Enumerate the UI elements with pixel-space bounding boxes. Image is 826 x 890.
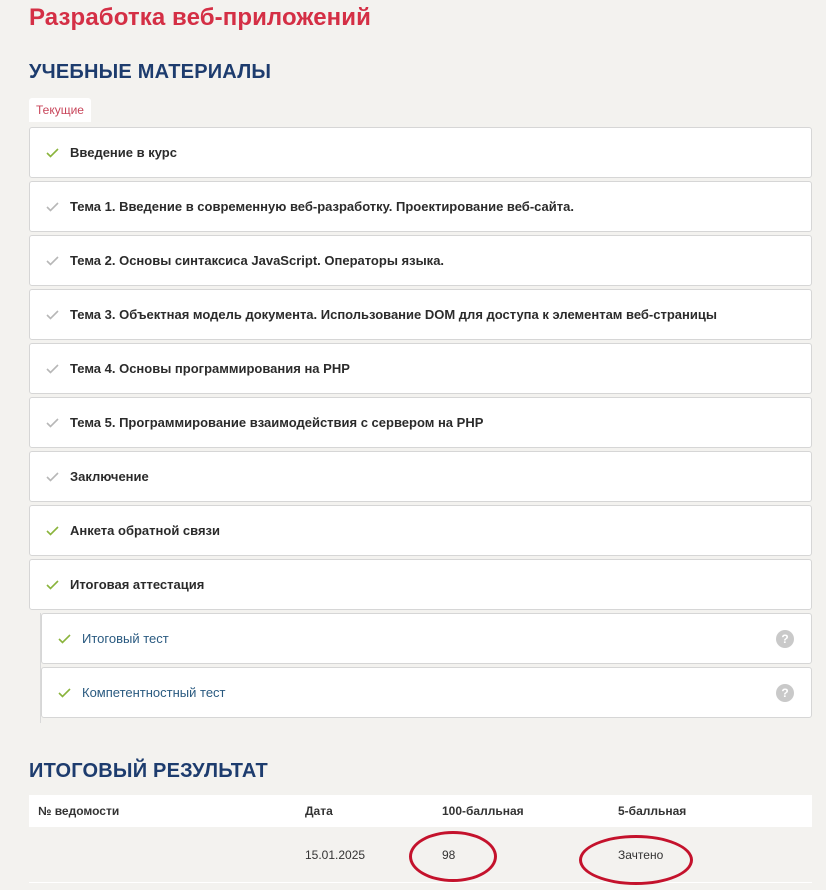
check-icon: [58, 634, 82, 644]
annotation-circle: [409, 831, 497, 882]
check-icon: [46, 472, 70, 482]
materials-list: [29, 127, 812, 723]
tab-current[interactable]: Текущие: [29, 98, 91, 122]
material-item-conclusion[interactable]: [29, 451, 812, 502]
material-item-label: Итоговая аттестация: [70, 577, 205, 592]
help-icon[interactable]: ?: [776, 630, 794, 648]
subitem-label: Компетентностный тест: [82, 685, 226, 700]
help-icon[interactable]: ?: [776, 684, 794, 702]
result-heading: ИТОГОВЫЙ РЕЗУЛЬТАТ: [29, 760, 268, 782]
material-item-topic-5[interactable]: [29, 397, 812, 448]
check-icon: [46, 310, 70, 320]
material-item-label: Тема 3. Объектная модель документа. Использование DOM для доступа к элементам веб-страницы: [70, 307, 717, 322]
cell-date: 15.01.2025: [305, 847, 366, 862]
material-item-label: Тема 5. Программирование взаимодействия с сервером на PHP: [70, 415, 484, 430]
check-icon: [46, 256, 70, 266]
material-item-label: Тема 1. Введение в современную веб-разработку. Проектирование веб-сайта.: [70, 199, 574, 214]
attestation-subitems: [40, 613, 812, 723]
material-item-topic-2[interactable]: [29, 235, 812, 286]
material-item-label: Введение в курс: [70, 145, 177, 160]
check-icon: [46, 418, 70, 428]
results-table: [29, 795, 812, 883]
material-item-topic-4[interactable]: [29, 343, 812, 394]
material-item-label: Анкета обратной связи: [70, 523, 221, 538]
subitem-competency-test[interactable]: [41, 667, 812, 718]
annotation-circle: [579, 835, 693, 885]
subitem-label: Итоговый тест: [82, 631, 169, 646]
check-icon: [46, 148, 70, 158]
material-item-feedback[interactable]: [29, 505, 812, 556]
check-icon: [46, 580, 70, 590]
course-title: Разработка веб-приложений: [29, 4, 371, 31]
column-header-score5: 5-балльная: [618, 804, 687, 818]
column-header-number: № ведомости: [38, 804, 120, 818]
material-item-label: Тема 4. Основы программирования на PHP: [70, 361, 350, 376]
check-icon: [58, 688, 82, 698]
cell-score5: Зачтено: [618, 847, 664, 862]
check-icon: [46, 526, 70, 536]
results-header: [29, 795, 812, 827]
column-header-score100: 100-балльная: [442, 804, 524, 818]
material-item-label: Тема 2. Основы синтаксиса JavaScript. Операторы языка.: [70, 253, 445, 268]
material-item-label: Заключение: [70, 469, 149, 484]
material-item-topic-1[interactable]: [29, 181, 812, 232]
cell-score100: 98: [442, 847, 456, 862]
column-header-date: Дата: [305, 804, 333, 818]
material-item-topic-3[interactable]: [29, 289, 812, 340]
check-icon: [46, 202, 70, 212]
subitem-final-test[interactable]: [41, 613, 812, 664]
check-icon: [46, 364, 70, 374]
material-item-intro[interactable]: [29, 127, 812, 178]
material-item-final-attestation[interactable]: [29, 559, 812, 610]
materials-heading: УЧЕБНЫЕ МАТЕРИАЛЫ: [29, 61, 272, 83]
